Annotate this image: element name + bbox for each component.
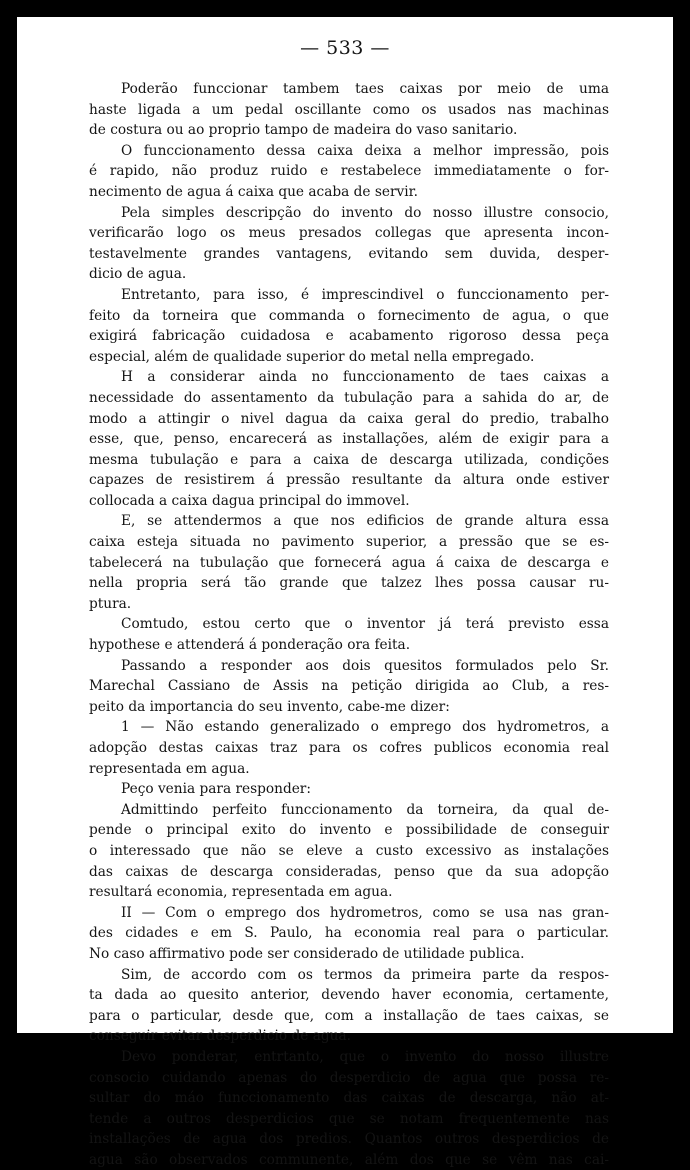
text-line: consocio cuidando apenas do desperdicio de agua que possa re- xyxy=(89,1069,609,1086)
text-line: 1 — Não estando generalizado o emprego dos hydrometros, a xyxy=(121,719,609,736)
text-line: hypothese e attenderá á ponderação ora feita. xyxy=(89,637,411,654)
text-line: o interessado que não se eleve a custo excessivo as instalações xyxy=(89,842,609,859)
text-line: agua são observados communente, além dos que se vêm nas cai- xyxy=(89,1151,609,1168)
text-line: Entretanto, para isso, é imprescindivel o funccionamento per- xyxy=(121,286,609,303)
text-line: dicio de agua. xyxy=(89,266,187,283)
text-line: capazes de resistirem á pressão resultante da altura onde estiver xyxy=(89,472,609,489)
text-line: Passando a responder aos dois quesitos formulados pelo Sr. xyxy=(121,657,609,674)
text-line: tende a outros desperdicios que se notam frequentemente nas xyxy=(89,1110,609,1127)
text-line: H a considerar ainda no funccionamento de taes caixas a xyxy=(121,369,609,386)
text-line: Marechal Cassiano de Assis na petição dirigida ao Club, a res- xyxy=(89,678,609,695)
text-line: ta dada ao quesito anterior, devendo haver economia, certamente, xyxy=(89,987,609,1004)
text-line: haste ligada a um pedal oscillante como os usados nas machinas xyxy=(89,101,609,118)
text-line: mesma tubulação e para a caixa de descarga utilizada, condições xyxy=(89,451,609,468)
text-line: necessidade do assentamento da tubulação para a sahida do ar, de xyxy=(89,389,609,406)
text-line: II — Com o emprego dos hydrometros, como se usa nas gran- xyxy=(121,904,609,921)
text-line: verificarão logo os meus presados collegas que apresenta incon- xyxy=(89,225,609,242)
text-line: das caixas de descarga consideradas, penso que da sua adopção xyxy=(89,863,609,880)
text-line: especial, além de qualidade superior do metal nella empregado. xyxy=(89,348,535,365)
text-line: conseguir evitar desperdicio de agua. xyxy=(89,1028,351,1045)
text-line: resultará economia, representada em agua. xyxy=(89,884,393,901)
text-line: testavelmente grandes vantagens, evitando sem duvida, desper- xyxy=(89,245,609,262)
text-line: exigirá fabricação cuidadosa e acabamento rigoroso dessa peça xyxy=(89,328,609,345)
text-line: pende o principal exito do invento e possibilidade de conseguir xyxy=(89,822,609,839)
text-line: Devo ponderar, entrtanto, que o invento do nosso illustre xyxy=(121,1048,609,1065)
text-line: O funccionamento dessa caixa deixa a melhor impressão, pois xyxy=(121,142,609,159)
text-line: para o particular, desde que, com a installação de taes caixas, se xyxy=(89,1007,609,1024)
text-line: des cidades e em S. Paulo, ha economia real para o particular. xyxy=(89,925,609,942)
text-line: Admittindo perfeito funccionamento da torneira, da qual de- xyxy=(121,801,609,818)
text-line: collocada a caixa dagua principal do immovel. xyxy=(89,492,410,509)
text-line: Poderão funccionar tambem taes caixas por meio de uma xyxy=(121,81,609,97)
text-line: necimento de agua á caixa que acaba de servir. xyxy=(89,183,419,200)
text-line: Peço venia para responder: xyxy=(121,781,311,798)
text-line: nella propria será tão grande que talzez lhes possa causar ru- xyxy=(89,575,609,592)
text-line: peito da importancia do seu invento, cabe-me dizer: xyxy=(89,698,450,715)
document-page xyxy=(17,17,673,1168)
text-line: representada em agua. xyxy=(89,760,250,777)
text-line: caixa esteja situada no pavimento superior, a pressão que se es- xyxy=(89,534,609,551)
text-line: sultar do máo funccionamento das caixas de descarga, não at- xyxy=(89,1090,609,1107)
text-line: ptura. xyxy=(89,595,132,612)
text-line: adopção destas caixas traz para os cofres publicos economia real xyxy=(89,740,609,756)
text-line: feito da torneira que commanda o fornecimento de agua, o que xyxy=(89,307,609,324)
text-line: No caso affirmativo pode ser considerado de utilidade publica. xyxy=(89,945,525,962)
text-line: de costura ou ao proprio tampo de madeira do vaso sanitario. xyxy=(89,122,518,139)
page-number: — 533 — xyxy=(300,37,390,59)
text-line: installações de agua dos predios. Quantos outros desperdicios de xyxy=(89,1131,609,1148)
text-line: é rapido, não produz ruido e restabelece immediatamente o for- xyxy=(89,163,609,180)
text-line: Sim, de accordo com os termos da primeira parte da respos- xyxy=(121,966,609,983)
text-line: modo a attingir o nivel dagua da caixa geral do predio, trabalho xyxy=(89,410,609,427)
text-line: esse, que, penso, encarecerá as installações, além de exigir para a xyxy=(89,431,609,448)
text-line: E, se attendermos a que nos edificios de grande altura essa xyxy=(121,513,609,530)
body-text xyxy=(89,79,609,1170)
text-line: Pela simples descripção do invento do nosso illustre consocio, xyxy=(121,204,609,221)
text-line: tabelecerá na tubulação que fornecerá agua á caixa de descarga e xyxy=(89,554,609,571)
text-line: Comtudo, estou certo que o inventor já terá previsto essa xyxy=(121,616,609,633)
